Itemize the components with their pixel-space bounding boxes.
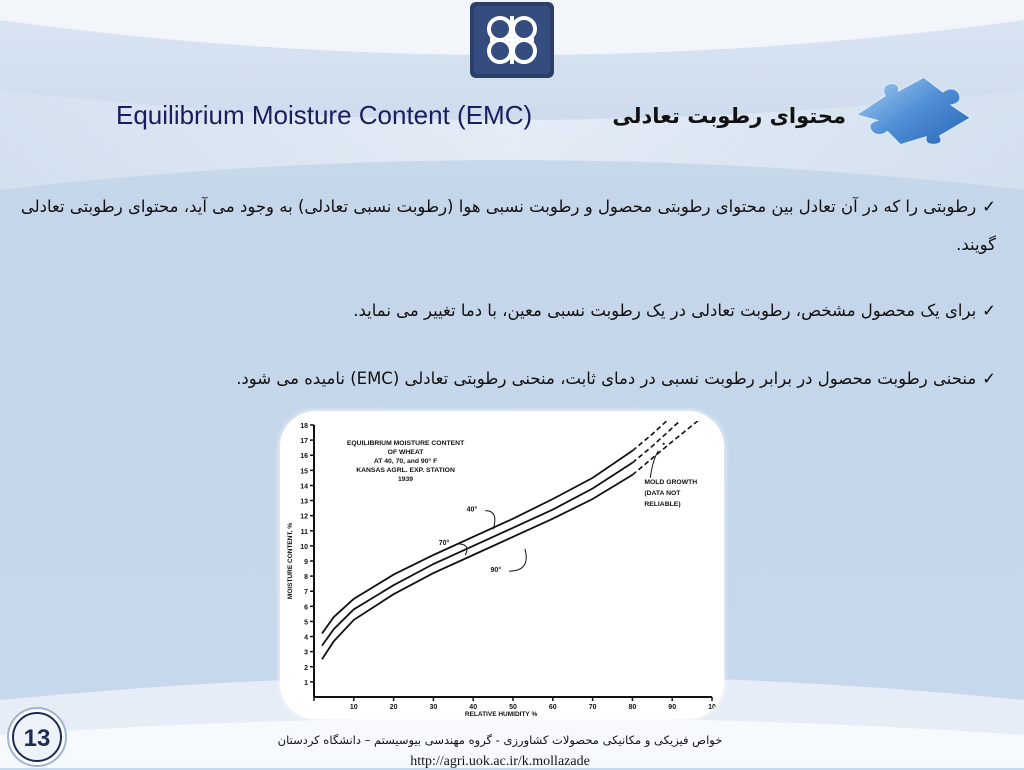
x-tick-label: 20 — [389, 704, 398, 711]
chart-title-line: OF WHEAT — [387, 449, 424, 456]
series-label: 70° — [438, 539, 450, 547]
y-tick-label: 13 — [300, 498, 308, 506]
chart-annotation: MOLD GROWTH — [644, 478, 698, 486]
y-tick-label: 18 — [300, 423, 308, 430]
x-tick-label: 30 — [429, 704, 438, 711]
y-tick-label: 12 — [300, 513, 308, 521]
chart-title-line: EQUILIBRIUM MOISTURE CONTENT — [346, 440, 465, 447]
series-dashed-extension — [632, 411, 700, 463]
emc-chart — [280, 411, 724, 719]
x-tick-label: 10 — [349, 704, 358, 711]
series-line — [322, 463, 632, 646]
chart-title-line: 1939 — [397, 476, 414, 483]
footer-url[interactable]: http://agri.uok.ac.ir/k.mollazade — [410, 754, 590, 769]
y-tick-label: 15 — [300, 468, 308, 476]
university-logo — [470, 2, 554, 78]
check-icon: ✓ — [982, 369, 996, 388]
check-icon: ✓ — [982, 301, 996, 320]
y-tick-label: 17 — [300, 438, 308, 446]
bullet-item-3 — [126, 360, 996, 398]
y-axis-label: MOISTURE CONTENT, % — [287, 522, 294, 600]
y-tick-label: 2 — [304, 664, 308, 672]
chart-title-line: KANSAS AGRL. EXP. STATION — [356, 467, 455, 474]
bullet-item-1 — [6, 188, 996, 264]
series-label: 90° — [490, 567, 502, 575]
series-label: 40° — [466, 506, 478, 514]
y-tick-label: 6 — [304, 604, 308, 612]
y-tick-label: 11 — [300, 528, 308, 536]
y-tick-label: 1 — [304, 679, 308, 687]
slide-title-persian: محتوای رطوبت تعادلی — [612, 104, 846, 128]
check-icon: ✓ — [982, 197, 996, 216]
puzzle-piece-icon — [846, 76, 976, 146]
bullet-text-1: رطوبتی را که در آن تعادل بین محتوای رطوبتی محصول و رطوبت نسبی هوا (رطوبت نسبی تعادلی) به وجود می آید، محتوای رطوبتی تعادلی گویند. — [20, 197, 996, 254]
x-tick-label: 80 — [628, 704, 637, 711]
slide-number: 13 — [23, 725, 51, 752]
chart-annotation: RELIABLE) — [644, 500, 681, 508]
x-tick-label: 10 — [708, 704, 716, 711]
chart-title-line: AT 40, 70, and 90° F — [373, 458, 438, 465]
y-tick-label: 4 — [304, 634, 308, 642]
series-label-leader — [509, 549, 526, 571]
series-dashed-extension — [632, 419, 700, 475]
y-tick-label: 16 — [300, 453, 308, 461]
series-line — [322, 475, 632, 659]
bullet-item-2 — [236, 292, 996, 330]
annotation-leader — [650, 451, 658, 478]
bullet-text-2: برای یک محصول مشخص، رطوبت تعادلی در یک رطوبت نسبی معین، با دما تغییر می نماید. — [353, 301, 977, 320]
slide-number-badge — [6, 706, 68, 768]
y-tick-label: 10 — [300, 543, 308, 551]
y-tick-label: 8 — [304, 574, 308, 582]
y-tick-label: 5 — [304, 619, 308, 627]
x-tick-label: 70 — [588, 704, 597, 711]
x-tick-label: 50 — [509, 704, 517, 711]
x-axis-label: RELATIVE HUMIDITY % — [464, 711, 538, 718]
series-label-leader — [485, 511, 495, 530]
bullet-text-3: منحنی رطوبت محصول در برابر رطوبت نسبی در دمای ثابت، منحنی رطوبتی تعادلی (EMC) نامیده می شود. — [236, 369, 977, 388]
y-tick-label: 3 — [304, 649, 308, 657]
x-tick-label: 90 — [668, 704, 677, 711]
emc-chart-frame — [280, 411, 724, 719]
y-tick-label: 9 — [304, 559, 308, 566]
chart-annotation: (DATA NOT — [644, 489, 681, 497]
slide-title-english: Equilibrium Moisture Content (EMC) — [116, 100, 533, 130]
y-tick-label: 7 — [304, 589, 308, 597]
y-tick-label: 14 — [300, 483, 308, 491]
x-tick-label: 60 — [548, 704, 557, 711]
series-line — [322, 451, 632, 634]
annotation-marker: * — [662, 442, 665, 450]
footer-department: خواص فیزیکی و مکانیکی محصولات کشاورزی - گروه مهندسی بیوسیستم – دانشگاه کردستان — [277, 733, 723, 747]
x-tick-label: 40 — [469, 704, 478, 711]
